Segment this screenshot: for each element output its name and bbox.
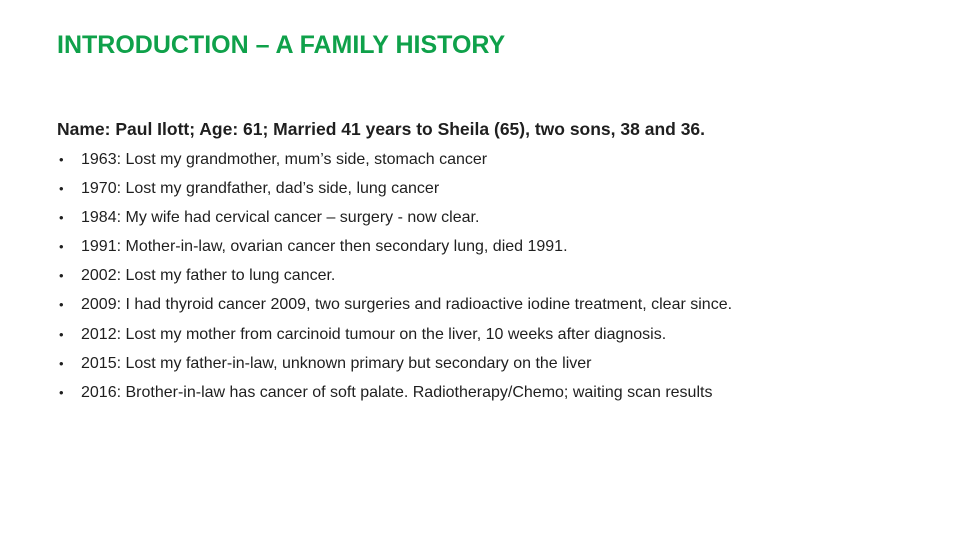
list-item-text: 2009: I had thyroid cancer 2009, two surgeries and radioactive iodine treatment, clear since. xyxy=(81,296,733,314)
bullet-icon: • xyxy=(59,326,64,342)
bullet-icon: • xyxy=(59,181,64,197)
list-item xyxy=(57,293,732,322)
list-item xyxy=(57,235,732,264)
list-item-text: 1984: My wife had cervical cancer – surgery - now clear. xyxy=(81,209,480,227)
intro-line: Name: Paul Ilott; Age: 61; Married 41 years to Sheila (65), two sons, 38 and 36. xyxy=(57,119,706,139)
list-item-text: 2002: Lost my father to lung cancer. xyxy=(81,267,336,285)
bullet-icon: • xyxy=(59,297,64,313)
slide-title: INTRODUCTION – A FAMILY HISTORY xyxy=(57,31,506,59)
bullet-icon: • xyxy=(59,210,64,226)
list-item xyxy=(57,381,732,410)
list-item-text: 2015: Lost my father-in-law, unknown primary but secondary on the liver xyxy=(81,354,592,372)
bullet-icon: • xyxy=(59,268,64,284)
list-item xyxy=(57,352,732,381)
list-item xyxy=(57,206,732,235)
bullet-icon: • xyxy=(59,384,64,400)
bullet-icon: • xyxy=(59,355,64,371)
list-item-text: 2012: Lost my mother from carcinoid tumour on the liver, 10 weeks after diagnosis. xyxy=(81,325,667,343)
history-list xyxy=(57,148,732,410)
list-item xyxy=(57,264,732,293)
list-item-text: 1970: Lost my grandfather, dad’s side, lung cancer xyxy=(81,180,440,198)
bullet-icon: • xyxy=(59,152,64,167)
list-item xyxy=(57,177,732,206)
list-item-text: 1963: Lost my grandmother, mum’s side, stomach cancer xyxy=(81,151,488,168)
list-item-text: 1991: Mother-in-law, ovarian cancer then secondary lung, died 1991. xyxy=(81,238,568,256)
bullet-icon: • xyxy=(59,239,64,255)
list-item-text: 2016: Brother-in-law has cancer of soft palate. Radiotherapy/Chemo; waiting scan results xyxy=(81,383,713,401)
list-item xyxy=(57,148,732,177)
list-item xyxy=(57,323,732,352)
